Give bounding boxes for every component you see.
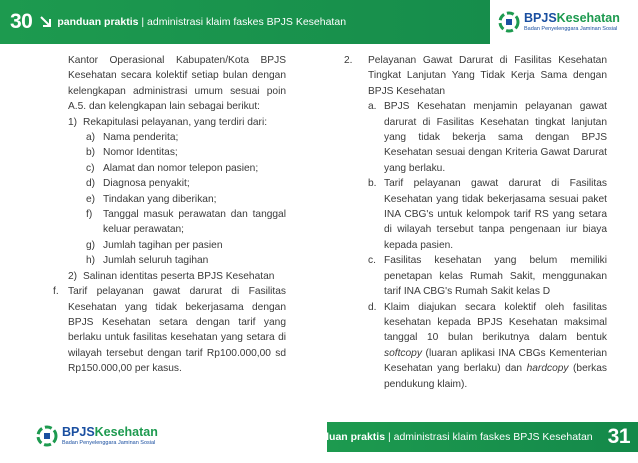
logo-name-kesehatan: Kesehatan	[94, 425, 158, 439]
left-column	[48, 53, 286, 377]
footer-title	[304, 431, 593, 443]
logo-subtitle: Badan Penyelenggara Jaminan Sosial	[62, 439, 156, 446]
list-text: Diagnosa penyakit;	[103, 178, 190, 190]
arrow-down-right-icon	[39, 15, 53, 29]
footer-title-bold: panduan praktis	[303, 431, 386, 443]
sub-item-c	[48, 161, 286, 176]
sub-item-a	[344, 99, 607, 176]
sub-item-e	[48, 192, 286, 207]
section-item-2	[344, 53, 607, 99]
list-text: Klaim diajukan secara kolektif oleh fasilitas kesehatan kepada BPJS Kesehatan maksimal tanggal 10 bulan berikutnya dalam bentuk	[384, 301, 607, 344]
list-number: b.	[368, 178, 377, 190]
list-number: g)	[86, 239, 96, 251]
bpjs-logo	[36, 425, 158, 447]
list-number: 2)	[68, 270, 78, 282]
list-text: Pelayanan Gawat Darurat di Fasilitas Kesehatan Tingkat Lanjutan Yang Tidak Kerja Sama dengan BPJS Kesehatan	[368, 55, 607, 97]
header-title-rest: | administrasi klaim faskes BPJS Kesehatan	[138, 16, 347, 28]
list-number: e)	[86, 193, 96, 205]
list-number: a.	[368, 101, 377, 113]
list-number: c)	[86, 162, 95, 174]
list-text: Jumlah seluruh tagihan	[103, 255, 209, 267]
hardcopy-term: hardcopy	[526, 363, 569, 375]
list-number: h)	[86, 255, 96, 267]
list-item-1	[48, 115, 286, 130]
page-number-right: 31	[607, 425, 630, 448]
sub-item-h	[48, 253, 286, 268]
bpjs-logo	[498, 11, 620, 33]
list-text: Rekapitulasi pelayanan, yang terdiri dari:	[83, 116, 268, 128]
list-number: a)	[86, 132, 96, 144]
header	[0, 0, 346, 44]
list-text-mid: (luaran aplikasi INA CBGs Kementerian Kesehatan yang berlaku) dan	[384, 347, 607, 375]
list-text: Nomor Identitas;	[103, 147, 178, 159]
logo-name-bpjs: BPJS	[524, 11, 557, 25]
sub-item-c	[344, 253, 607, 299]
logo-name-bpjs: BPJS	[62, 425, 95, 439]
list-number: d.	[368, 301, 377, 313]
list-number: f.	[53, 286, 59, 298]
logo-subtitle: Badan Penyelenggara Jaminan Sosial	[524, 25, 618, 32]
list-item-f	[48, 284, 286, 376]
list-text: Jumlah tagihan per pasien	[103, 239, 223, 251]
sub-item-d	[48, 176, 286, 191]
sub-item-b	[48, 145, 286, 160]
list-text: Salinan identitas peserta BPJS Kesehatan	[83, 270, 275, 282]
footer-bar	[303, 422, 638, 452]
list-number: b)	[86, 147, 96, 159]
page-number-left: 30	[10, 10, 33, 33]
list-text: BPJS Kesehatan menjamin pelayanan gawat darurat di Fasilitas Kesehatan tingkat lanjutan yang tidak bekerja sama dengan BPJS Kesehatan sesuai dengan Kriteria Gawat Darurat yang berlaku.	[384, 101, 607, 174]
list-number: f)	[86, 209, 93, 221]
list-number: 1)	[68, 116, 78, 128]
list-text: Fasilitas kesehatan yang belum memiliki penetapan kelas Rumah Sakit, menggunakan tarif INA CBG's Rumah Sakit kelas D	[384, 255, 607, 298]
footer-title-rest: | administrasi klaim faskes BPJS Kesehatan	[385, 431, 593, 443]
header-logo-box	[490, 0, 638, 44]
list-text-end: (berkas pendukung klaim).	[384, 363, 607, 390]
header-title-bold: panduan praktis	[57, 16, 139, 28]
sub-item-a	[48, 130, 286, 145]
list-number: c.	[368, 255, 376, 267]
right-column	[344, 53, 607, 392]
sub-item-f	[48, 207, 286, 238]
header-title	[57, 16, 346, 28]
logo-name-kesehatan: Kesehatan	[556, 11, 620, 25]
list-text: Tarif pelayanan gawat darurat di Fasilitas Kesehatan yang tidak bekerjasama dengan BPJS Kesehatan setara dengan tarif yang berlaku untuk fasilitas kesehatan yang setara di wilayah tersebut dengan tarif Rp100.000,00 sd Rp150.000,00 per kasus.	[68, 286, 286, 375]
bpjs-logo-icon	[498, 11, 520, 33]
intro-paragraph: Kantor Operasional Kabupaten/Kota BPJS Kesehatan secara kolektif setiap bulan dengan kelengkapan administrasi umum sesuai poin A.5. dan kelengkapan lain sebagai berikut:	[68, 55, 286, 113]
list-item-2	[48, 269, 286, 284]
list-text: Alamat dan nomor telepon pasien;	[103, 162, 259, 174]
sub-item-b	[344, 176, 607, 253]
list-text: Tindakan yang diberikan;	[103, 193, 217, 205]
softcopy-term: softcopy	[384, 347, 422, 359]
sub-item-d	[344, 300, 607, 392]
footer-logo	[36, 425, 158, 447]
bpjs-logo-icon	[36, 425, 58, 447]
list-text: Nama penderita;	[103, 132, 179, 144]
sub-item-g	[48, 238, 286, 253]
list-number: 2.	[344, 55, 353, 66]
list-text: Tarif pelayanan gawat darurat di Fasilitas Kesehatan yang tidak bekerjasama sesuai paket INA CBG's untuk kelompok tarif RS yang setara di wilayah tersebut tanpa pengenaan iur biaya kepada pasien.	[384, 178, 607, 251]
list-number: d)	[86, 178, 96, 190]
list-text: Tanggal masuk perawatan dan tanggal keluar perawatan;	[103, 209, 286, 236]
